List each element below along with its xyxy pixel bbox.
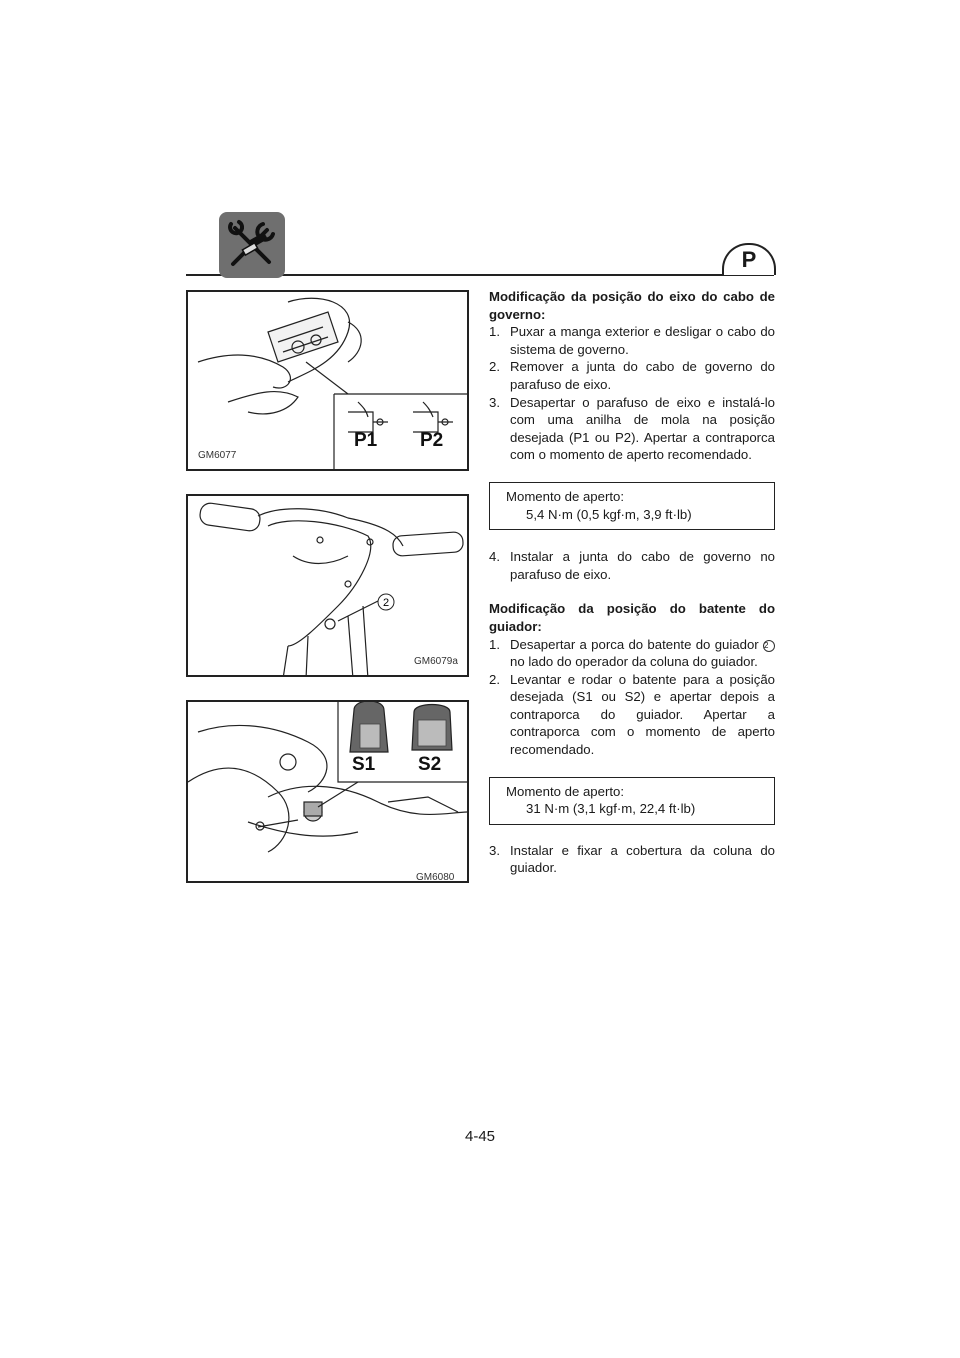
section-heading-steering-cable: Modificação da posição do eixo do cabo de governo:: [489, 289, 775, 322]
spec-label: Momento de aperto:: [506, 488, 625, 504]
spec-value: 5,4 N·m (0,5 kgf·m, 3,9 ft·lb): [526, 506, 692, 522]
handlebar-illustration: [188, 496, 469, 677]
instructions-column: [489, 288, 775, 877]
position-label-p1: P1: [354, 430, 378, 451]
steps-list: [489, 636, 775, 759]
torque-spec-box: [489, 777, 775, 825]
callout-2-icon: 2: [763, 640, 775, 652]
page-number: 4-45: [464, 1128, 496, 1145]
language-badge: P: [722, 243, 776, 275]
list-item: 3. Desapertar o parafuso de eixo e instalá-lo com uma anilha de mola na posição desejada (P1 ou P2). Apertar a contraporca com o momento de aperto recomendado.: [489, 394, 775, 463]
list-item: 1. Puxar a manga exterior e desligar o cabo do sistema de governo.: [489, 324, 775, 357]
figure-stopper-positions: [186, 700, 469, 883]
spec-value: 31 N·m (3,1 kgf·m, 22,4 ft·lb): [526, 801, 696, 817]
list-item: 2. Remover a junta do cabo de governo do parafuso de eixo.: [489, 359, 775, 392]
list-item: 1. Desapertar a porca do batente do guiador 2 no lado do operador da coluna do guiador.: [489, 636, 775, 671]
figure-steering-cable: [186, 290, 469, 471]
figure-callout-2: 2: [382, 597, 390, 609]
steps-list: [489, 842, 775, 877]
position-label-p2: P2: [420, 430, 444, 451]
position-label-s2: S2: [418, 754, 442, 775]
position-label-s1: S1: [352, 754, 376, 775]
steps-list: [489, 323, 775, 464]
stopper-illustration: [188, 702, 469, 883]
list-item: 4. Instalar a junta do cabo de governo no parafuso de eixo.: [489, 549, 775, 582]
list-item: 3. Instalar e fixar a cobertura da coluna do guiador.: [489, 842, 775, 876]
section-heading-handlebar-stopper: Modificação da posição do batente do guiador:: [489, 601, 775, 634]
figure-code: GM6080: [416, 872, 455, 883]
list-item: 2. Levantar e rodar o batente para a posição desejada (S1 ou S2) e apertar depois a contraporca do guiador. Apertar a contraporca com o momento de aperto recomendado.: [489, 671, 775, 758]
figure-handlebar-stopper: [186, 494, 469, 677]
spec-label: Momento de aperto:: [506, 783, 625, 799]
figure-code: GM6077: [198, 450, 237, 461]
torque-spec-box: [489, 482, 775, 530]
figure-code: GM6079a: [414, 656, 458, 667]
steps-list: [489, 548, 775, 583]
tools-wrench-icon: [219, 212, 285, 278]
